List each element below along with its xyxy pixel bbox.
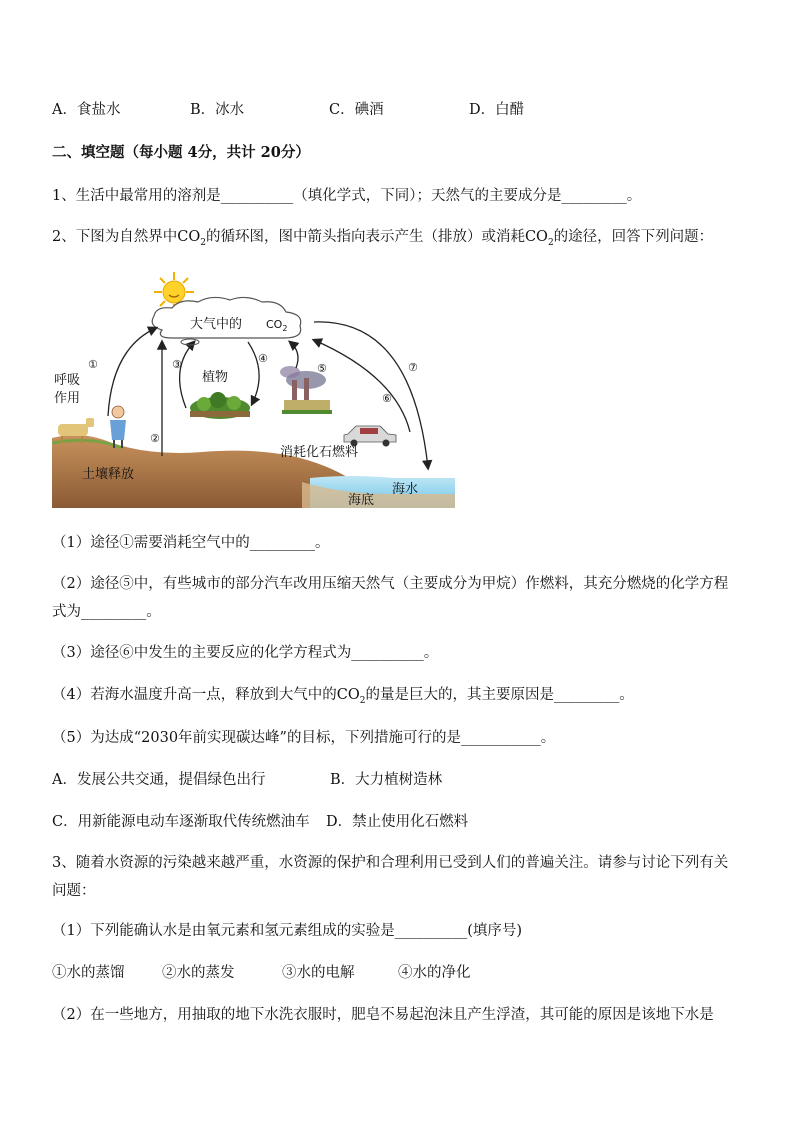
label-1: ①: [88, 358, 98, 371]
q2-sub-b: 2: [547, 237, 554, 248]
person-icon: [110, 406, 126, 448]
section-title: 二、填空题（每小题 4分，共计 20分）: [52, 144, 310, 161]
question-3-stem-line2: 问题：: [52, 883, 96, 899]
label-3: ③: [172, 358, 182, 371]
q2-part-2-line1: （2）途径⑤中，有些城市的部分汽车改用压缩天然气（主要成分为甲烷）作燃料，其充分燃烧的化学方程: [52, 576, 729, 592]
q2-part-3: （3）途径⑥中发生的主要反应的化学方程式为__________。: [52, 645, 439, 661]
q2-stem-part-b: 的循环图，图中箭头指向表示产生（排放）或消耗CO: [205, 229, 548, 245]
breath-label-2: 作用: [54, 391, 81, 406]
label-5: ⑤: [317, 362, 327, 375]
q2-option-b: B．大力植树造林: [330, 772, 443, 788]
sea-floor-label: 海底: [348, 493, 375, 508]
cloud-label: 大气中的: [190, 317, 243, 332]
label-2: ②: [150, 432, 160, 445]
question-2-stem: [52, 227, 713, 253]
q3-option-1: ①水的蒸馏: [52, 965, 125, 981]
q2-part-4-a: （4）若海水温度升高一点，释放到大气中的CO: [52, 687, 360, 703]
cloud-co2: $CO_2$: [266, 318, 288, 333]
label-7: ⑦: [408, 361, 418, 374]
question-1: 1、生活中最常用的溶剂是__________（填化学式，下同）；天然气的主要成分是_________。: [52, 188, 642, 204]
fossil-label: 消耗化石燃料: [280, 445, 359, 460]
option-b: B．冰水: [190, 102, 245, 118]
carbon-cycle-diagram: [52, 268, 455, 508]
breath-label-1: 呼吸: [54, 373, 81, 388]
option-a: A．食盐水: [52, 102, 121, 118]
q2-part-2-line2: 式为_________。: [52, 604, 161, 620]
label-4: ④: [258, 352, 268, 365]
arrow-6: [314, 340, 410, 432]
q3-option-2: ②水的蒸发: [162, 965, 235, 981]
q3-part-1: （1）下列能确认水是由氧元素和氢元素组成的实验是__________(填序号): [52, 923, 523, 939]
label-6: ⑥: [382, 392, 392, 405]
sea-water-label: 海水: [392, 482, 419, 497]
q2-stem-part-a: 2、下图为自然界中CO: [52, 229, 201, 245]
arrow-1: [108, 328, 156, 416]
question-3-stem-line1: 3、随着水资源的污染越来越严重，水资源的保护和合理利用已受到人们的普遍关注。请参与讨论下列有关: [52, 855, 729, 871]
soil-label: 土壤释放: [82, 467, 135, 482]
q2-option-c: C．用新能源电动车逐渐取代传统燃油车: [52, 814, 310, 830]
q2-option-a: A．发展公共交通，提倡绿色出行: [52, 772, 266, 788]
q2-part-4-b: 的量是巨大的，其主要原因是_________。: [365, 687, 634, 703]
q2-stem-part-c: 的途径，回答下列问题：: [553, 229, 714, 245]
q2-part-1: （1）途径①需要消耗空气中的_________。: [52, 535, 330, 551]
q2-option-d: D．禁止使用化石燃料: [326, 814, 469, 830]
q3-option-4: ④水的净化: [398, 965, 471, 981]
plants-label: 植物: [202, 370, 229, 385]
option-c: C．碘酒: [329, 102, 384, 118]
plants-icon: [190, 392, 250, 419]
q3-part-2: （2）在一些地方，用抽取的地下水洗衣服时，肥皂不易起泡沫且产生浮渣，其可能的原因是该地下水是: [52, 1007, 714, 1023]
q2-sub-a: 2: [200, 237, 206, 248]
arrow-5: [290, 342, 298, 368]
q2-part-4: [52, 685, 634, 711]
q3-option-3: ③水的电解: [282, 965, 355, 981]
option-d: D．白醋: [469, 102, 525, 118]
q2-part-5: （5）为达成“2030年前实现碳达峰”的目标，下列措施可行的是___________。: [52, 730, 556, 746]
arrow-3: [180, 342, 194, 408]
q2-part-4-sub: 2: [359, 695, 366, 706]
car-icon: [344, 426, 396, 447]
